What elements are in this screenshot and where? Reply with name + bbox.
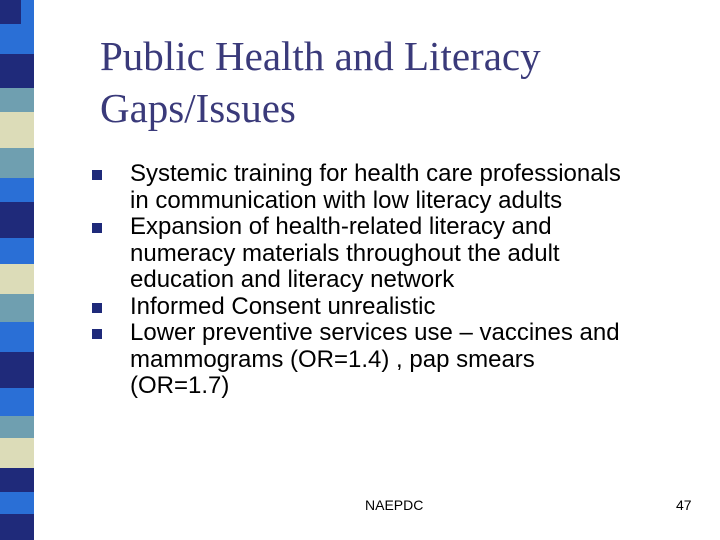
stripe-block bbox=[0, 294, 34, 322]
page-number: 47 bbox=[676, 497, 692, 513]
bullet-line: Informed Consent unrealistic bbox=[130, 292, 436, 320]
stripe-block bbox=[0, 322, 34, 352]
stripe-block bbox=[21, 0, 34, 24]
stripe-block bbox=[0, 24, 34, 54]
bullet-line: education and literacy network bbox=[130, 266, 455, 293]
slide-title bbox=[100, 30, 700, 134]
bullet-square-icon bbox=[92, 329, 102, 339]
stripe-block bbox=[0, 416, 34, 438]
bullet-item bbox=[92, 320, 712, 400]
stripe-block bbox=[0, 148, 34, 178]
bullet-square-icon bbox=[92, 303, 102, 313]
decorative-stripe bbox=[0, 0, 50, 540]
bullet-line: numeracy materials throughout the adult bbox=[130, 239, 560, 267]
stripe-block bbox=[0, 88, 34, 112]
bullet-line: mammograms (OR=1.4) , pap smears bbox=[130, 345, 535, 373]
stripe-block bbox=[0, 438, 34, 468]
stripe-block bbox=[0, 178, 34, 202]
stripe-block bbox=[0, 264, 34, 294]
bullet-square-icon bbox=[92, 170, 102, 180]
stripe-block bbox=[0, 202, 34, 238]
bullet-line: Expansion of health-related literacy and bbox=[130, 213, 552, 240]
bullet-square-icon bbox=[92, 223, 102, 233]
stripe-block bbox=[0, 492, 34, 514]
footer-organization: NAEPDC bbox=[365, 497, 424, 513]
bullet-line: Lower preventive services use – vaccines and bbox=[130, 319, 620, 346]
bullet-item bbox=[92, 294, 712, 321]
stripe-block bbox=[0, 514, 34, 540]
bullet-list bbox=[92, 161, 712, 400]
bullet-line: in communication with low literacy adults bbox=[130, 186, 563, 214]
bullet-line: Systemic training for health care professionals bbox=[130, 160, 621, 187]
stripe-block bbox=[0, 54, 34, 88]
stripe-block bbox=[0, 468, 34, 492]
stripe-block bbox=[0, 0, 21, 24]
stripe-block bbox=[0, 352, 34, 388]
slide-title-line: Public Health and Literacy bbox=[100, 33, 541, 79]
slide-title-line: Gaps/Issues bbox=[100, 85, 296, 131]
stripe-block bbox=[0, 238, 34, 264]
bullet-item bbox=[92, 161, 712, 214]
stripe-block bbox=[0, 388, 34, 416]
stripe-block bbox=[0, 112, 34, 148]
bullet-item bbox=[92, 214, 712, 294]
bullet-line: (OR=1.7) bbox=[130, 372, 230, 399]
